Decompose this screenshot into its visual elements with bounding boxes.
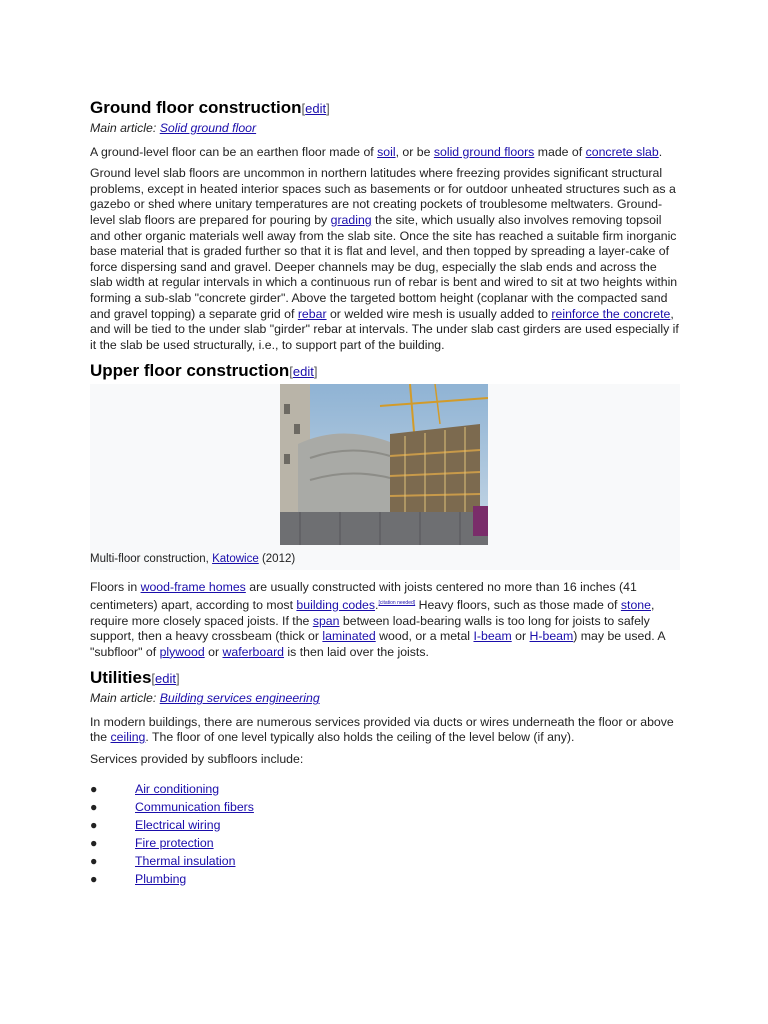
text: In modern buildings, there are numerous services provided via ducts or wires underneath the floor or above the xyxy=(90,714,674,745)
text: between load-bearing walls is too long for joists to safely support, then a heavy crossbeam (thick or xyxy=(90,613,650,644)
hatnote-prefix: Main article: xyxy=(90,691,160,706)
edit-link[interactable]: edit xyxy=(305,101,327,116)
list-item xyxy=(90,852,680,870)
list-item xyxy=(90,870,680,888)
text: , and will be tied to the under slab "girder" rebar at intervals. The under slab cast girders are used especially if it the slab be used structurally, i.e., to support part of the building. xyxy=(90,306,679,352)
link-grading[interactable]: grading xyxy=(330,212,372,227)
text: wood, or a metal xyxy=(375,629,474,644)
section-heading-ground-floor xyxy=(90,96,680,121)
link-i-beam[interactable]: I-beam xyxy=(473,629,512,644)
section-heading-utilities xyxy=(90,666,680,691)
text: . xyxy=(658,144,663,159)
bullet: ● xyxy=(90,871,98,886)
main-article-link[interactable]: Building services engineering xyxy=(159,691,320,706)
heading-text: Ground floor construction xyxy=(90,98,302,117)
paragraph xyxy=(90,166,680,353)
paragraph: Services provided by subfloors include: xyxy=(90,752,304,767)
link-reinforce-the-concrete[interactable]: reinforce the concrete xyxy=(551,306,671,321)
caption-text: (2012) xyxy=(258,553,296,566)
text: Heavy floors, such as those made of xyxy=(415,597,621,612)
article-content xyxy=(90,96,680,888)
text: is then laid over the joists. xyxy=(284,644,429,659)
link-building-codes[interactable]: building codes xyxy=(296,597,376,612)
link-communication-fibers[interactable]: Communication fibers xyxy=(135,799,254,814)
citation-needed-link[interactable]: [citation needed] xyxy=(378,599,416,606)
text: are usually constructed with joists centered no more than 16 inches (41 centimeters) apart, according to most xyxy=(90,580,637,612)
text: A ground-level floor can be an earthen floor made of xyxy=(90,144,378,159)
bullet: ● xyxy=(90,817,98,832)
link-plywood[interactable]: plywood xyxy=(159,644,205,659)
edit-link[interactable]: edit xyxy=(292,364,314,380)
paragraph xyxy=(90,145,680,161)
heading-text: Upper floor construction xyxy=(90,361,290,381)
link-h-beam[interactable]: H-beam xyxy=(529,629,574,644)
text: made of xyxy=(534,144,586,159)
link-thermal-insulation[interactable]: Thermal insulation xyxy=(135,853,236,868)
link-stone[interactable]: stone xyxy=(620,597,651,612)
link-electrical-wiring[interactable]: Electrical wiring xyxy=(135,817,221,832)
list-item xyxy=(90,798,680,816)
link-laminated[interactable]: laminated xyxy=(322,629,376,644)
edit-bracket: [edit] xyxy=(151,671,180,687)
edit-bracket: [edit] xyxy=(289,364,318,380)
figure-caption xyxy=(90,552,295,568)
figure-box xyxy=(90,384,680,570)
hatnote xyxy=(90,691,680,707)
edit-bracket: [edit] xyxy=(301,101,330,116)
link-ceiling[interactable]: ceiling xyxy=(110,730,146,745)
link-wood-frame-homes[interactable]: wood-frame homes xyxy=(140,580,246,595)
text: . xyxy=(375,597,379,612)
link-katowice[interactable]: Katowice xyxy=(212,553,259,566)
bullet: ● xyxy=(90,835,98,850)
bullet: ● xyxy=(90,799,98,814)
text: , require more closely spaced joists. If the xyxy=(90,597,655,628)
text: or xyxy=(204,644,223,659)
bullet: ● xyxy=(90,853,98,868)
bullet: ● xyxy=(90,781,98,796)
list-item xyxy=(90,816,680,834)
text: . The floor of one level typically also holds the ceiling of the level below (if any). xyxy=(145,730,575,745)
link-waferboard[interactable]: waferboard xyxy=(222,644,285,659)
paragraph xyxy=(90,580,680,660)
text: the site, which usually also involves removing topsoil and other organic materials well away from the slab site. Once the site has reached a suitable firm inorganic base material that is graded further so that it is flat and level, and then topped by spreading a layer-cake of force dispersing sand and gravel. Deeper channels may be dug, especially the slab ends and across the slab width at regular intervals in which a continuous run of rebar is bent and wired to sit at two heights within forming a sub-slab "concrete girder". Above the targeted bottom height (coplanar with the compacted sand and gravel topping) a separate grid of xyxy=(90,212,678,321)
text: or xyxy=(511,629,530,644)
hatnote xyxy=(90,121,680,137)
list-item xyxy=(90,834,680,852)
link-rebar[interactable]: rebar xyxy=(297,306,327,321)
paragraph xyxy=(90,715,680,746)
edit-link[interactable]: edit xyxy=(155,671,176,687)
text: ) may be used. A "subfloor" of xyxy=(90,629,665,659)
text: or welded wire mesh is usually added to xyxy=(326,306,552,321)
text: Ground level slab floors are uncommon in northern latitudes where freezing provides significant structural problems, except in heated interior spaces such as basements or for outdoor unheated structures such as a gazebo or shed where unitary temperatures are not creating pockets of troublesome meltwaters. Ground-level slab floors are prepared for pouring by xyxy=(90,166,676,227)
list-item xyxy=(90,780,680,798)
heading-text: Utilities xyxy=(90,668,152,688)
link-fire-protection[interactable]: Fire protection xyxy=(135,835,214,850)
caption-text: Multi-floor construction, xyxy=(90,553,213,566)
main-article-link[interactable]: Solid ground floor xyxy=(159,121,257,135)
link-concrete-slab[interactable]: concrete slab xyxy=(585,144,659,159)
link-air-conditioning[interactable]: Air conditioning xyxy=(135,781,220,796)
link-span[interactable]: span xyxy=(312,613,340,628)
construction-photo[interactable] xyxy=(280,384,488,545)
link-plumbing[interactable]: Plumbing xyxy=(135,871,187,886)
link-soil[interactable]: soil xyxy=(377,144,396,159)
section-heading-upper-floor xyxy=(90,359,680,384)
text: Floors in xyxy=(90,580,141,595)
hatnote-prefix: Main article: xyxy=(90,121,160,135)
text: , or be xyxy=(395,144,434,159)
link-solid-ground-floors[interactable]: solid ground floors xyxy=(433,144,535,159)
services-list xyxy=(90,780,680,888)
